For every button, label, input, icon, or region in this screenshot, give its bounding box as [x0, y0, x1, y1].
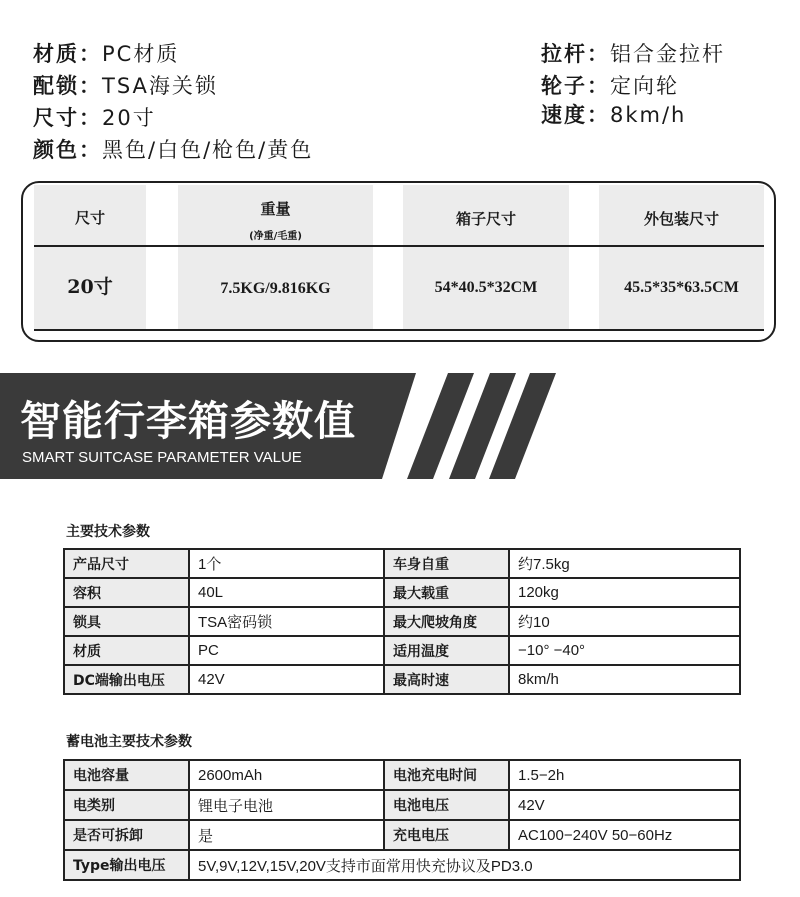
size-value-box: 54*40.5*32CM — [434, 279, 538, 296]
spec-value: 定向轮 — [610, 74, 679, 98]
param-value: 5V,9V,12V,15V,20V支持市面常用快充协议及PD3.0 — [189, 850, 740, 880]
size-col-bg — [403, 185, 569, 331]
spec-value: 20寸 — [102, 106, 156, 130]
param-value: 40L — [189, 578, 384, 607]
table-row — [64, 549, 740, 578]
spec-value: TSA海关锁 — [102, 74, 218, 98]
param-label: 容积 — [64, 578, 189, 607]
param-label: 最大爬坡角度 — [384, 607, 509, 636]
param-label: DC端输出电压 — [64, 665, 189, 694]
param-value: 120kg — [509, 578, 740, 607]
param-value: 约7.5kg — [509, 549, 740, 578]
param-label: 锁具 — [64, 607, 189, 636]
table-row — [64, 578, 740, 607]
param-label: 电池电压 — [384, 790, 509, 820]
param-label: 产品尺寸 — [64, 549, 189, 578]
spec-wheels — [541, 70, 679, 100]
size-value-size: 20寸 — [67, 276, 113, 298]
param-value: 42V — [509, 790, 740, 820]
spec-size — [33, 102, 156, 132]
param-label: 最高时速 — [384, 665, 509, 694]
param-value: 8km/h — [509, 665, 740, 694]
param-label: 电池容量 — [64, 760, 189, 790]
table-row — [64, 820, 740, 850]
main-params-title: 主要技术参数 — [66, 524, 150, 540]
spec-value: PC材质 — [102, 42, 180, 66]
spec-key: 颜色 — [33, 138, 79, 162]
param-label: 是否可拆卸 — [64, 820, 189, 850]
spec-lock — [33, 70, 218, 100]
param-label: 最大载重 — [384, 578, 509, 607]
spec-colon: ： — [79, 106, 102, 130]
param-value: 1个 — [189, 549, 384, 578]
spec-value: 黑色/白色/枪色/黄色 — [102, 138, 314, 162]
table-row — [64, 850, 740, 880]
size-header-package: 外包装尺寸 — [643, 210, 719, 228]
battery-params-table — [63, 759, 741, 881]
spec-key: 拉杆 — [541, 42, 587, 66]
param-label: 电池充电时间 — [384, 760, 509, 790]
spec-colon: ： — [587, 42, 610, 66]
param-value: 2600mAh — [189, 760, 384, 790]
size-value-package: 45.5*35*63.5CM — [624, 279, 739, 296]
spec-key: 速度 — [541, 103, 587, 127]
param-value: PC — [189, 636, 384, 665]
spec-speed — [541, 99, 686, 129]
size-divider — [34, 245, 764, 247]
banner-subtitle: SMART SUITCASE PARAMETER VALUE — [22, 449, 302, 466]
param-value: 锂电子电池 — [189, 790, 384, 820]
size-col-bg — [599, 185, 764, 331]
table-row — [64, 665, 740, 694]
spec-colon: ： — [79, 74, 102, 98]
param-label: 适用温度 — [384, 636, 509, 665]
size-header-weight-sub: (净重/毛重) — [249, 231, 302, 242]
spec-material — [33, 38, 179, 68]
param-value: 约10 — [509, 607, 740, 636]
param-value: AC100−240V 50−60Hz — [509, 820, 740, 850]
table-row — [64, 760, 740, 790]
spec-colon: ： — [79, 138, 102, 162]
size-header-weight: 重量 — [260, 200, 291, 218]
spec-colon: ： — [79, 42, 102, 66]
table-row — [64, 607, 740, 636]
param-value: −10° −40° — [509, 636, 740, 665]
spec-key: 配锁 — [33, 74, 79, 98]
param-label: 电类别 — [64, 790, 189, 820]
size-header-size: 尺寸 — [74, 209, 105, 227]
param-value: 是 — [189, 820, 384, 850]
spec-key: 尺寸 — [33, 106, 79, 130]
spec-key: 轮子 — [541, 74, 587, 98]
param-value: TSA密码锁 — [189, 607, 384, 636]
param-value: 42V — [189, 665, 384, 694]
battery-params-title: 蓄电池主要技术参数 — [66, 734, 192, 750]
param-label: 材质 — [64, 636, 189, 665]
param-label: 充电电压 — [384, 820, 509, 850]
spec-color — [33, 134, 313, 164]
size-divider — [34, 329, 764, 331]
param-label: Type输出电压 — [64, 850, 189, 880]
size-value-weight: 7.5KG/9.816KG — [220, 280, 331, 297]
param-value: 1.5−2h — [509, 760, 740, 790]
table-row — [64, 790, 740, 820]
size-header-box: 箱子尺寸 — [455, 210, 516, 228]
spec-colon: ： — [587, 74, 610, 98]
banner-title: 智能行李箱参数值 — [20, 397, 356, 445]
spec-handle — [541, 38, 725, 68]
spec-key: 材质 — [33, 42, 79, 66]
spec-value: 8km/h — [610, 103, 687, 127]
spec-value: 铝合金拉杆 — [610, 42, 725, 66]
table-row — [64, 636, 740, 665]
param-label: 车身自重 — [384, 549, 509, 578]
spec-colon: ： — [587, 103, 610, 127]
main-params-table — [63, 548, 741, 695]
